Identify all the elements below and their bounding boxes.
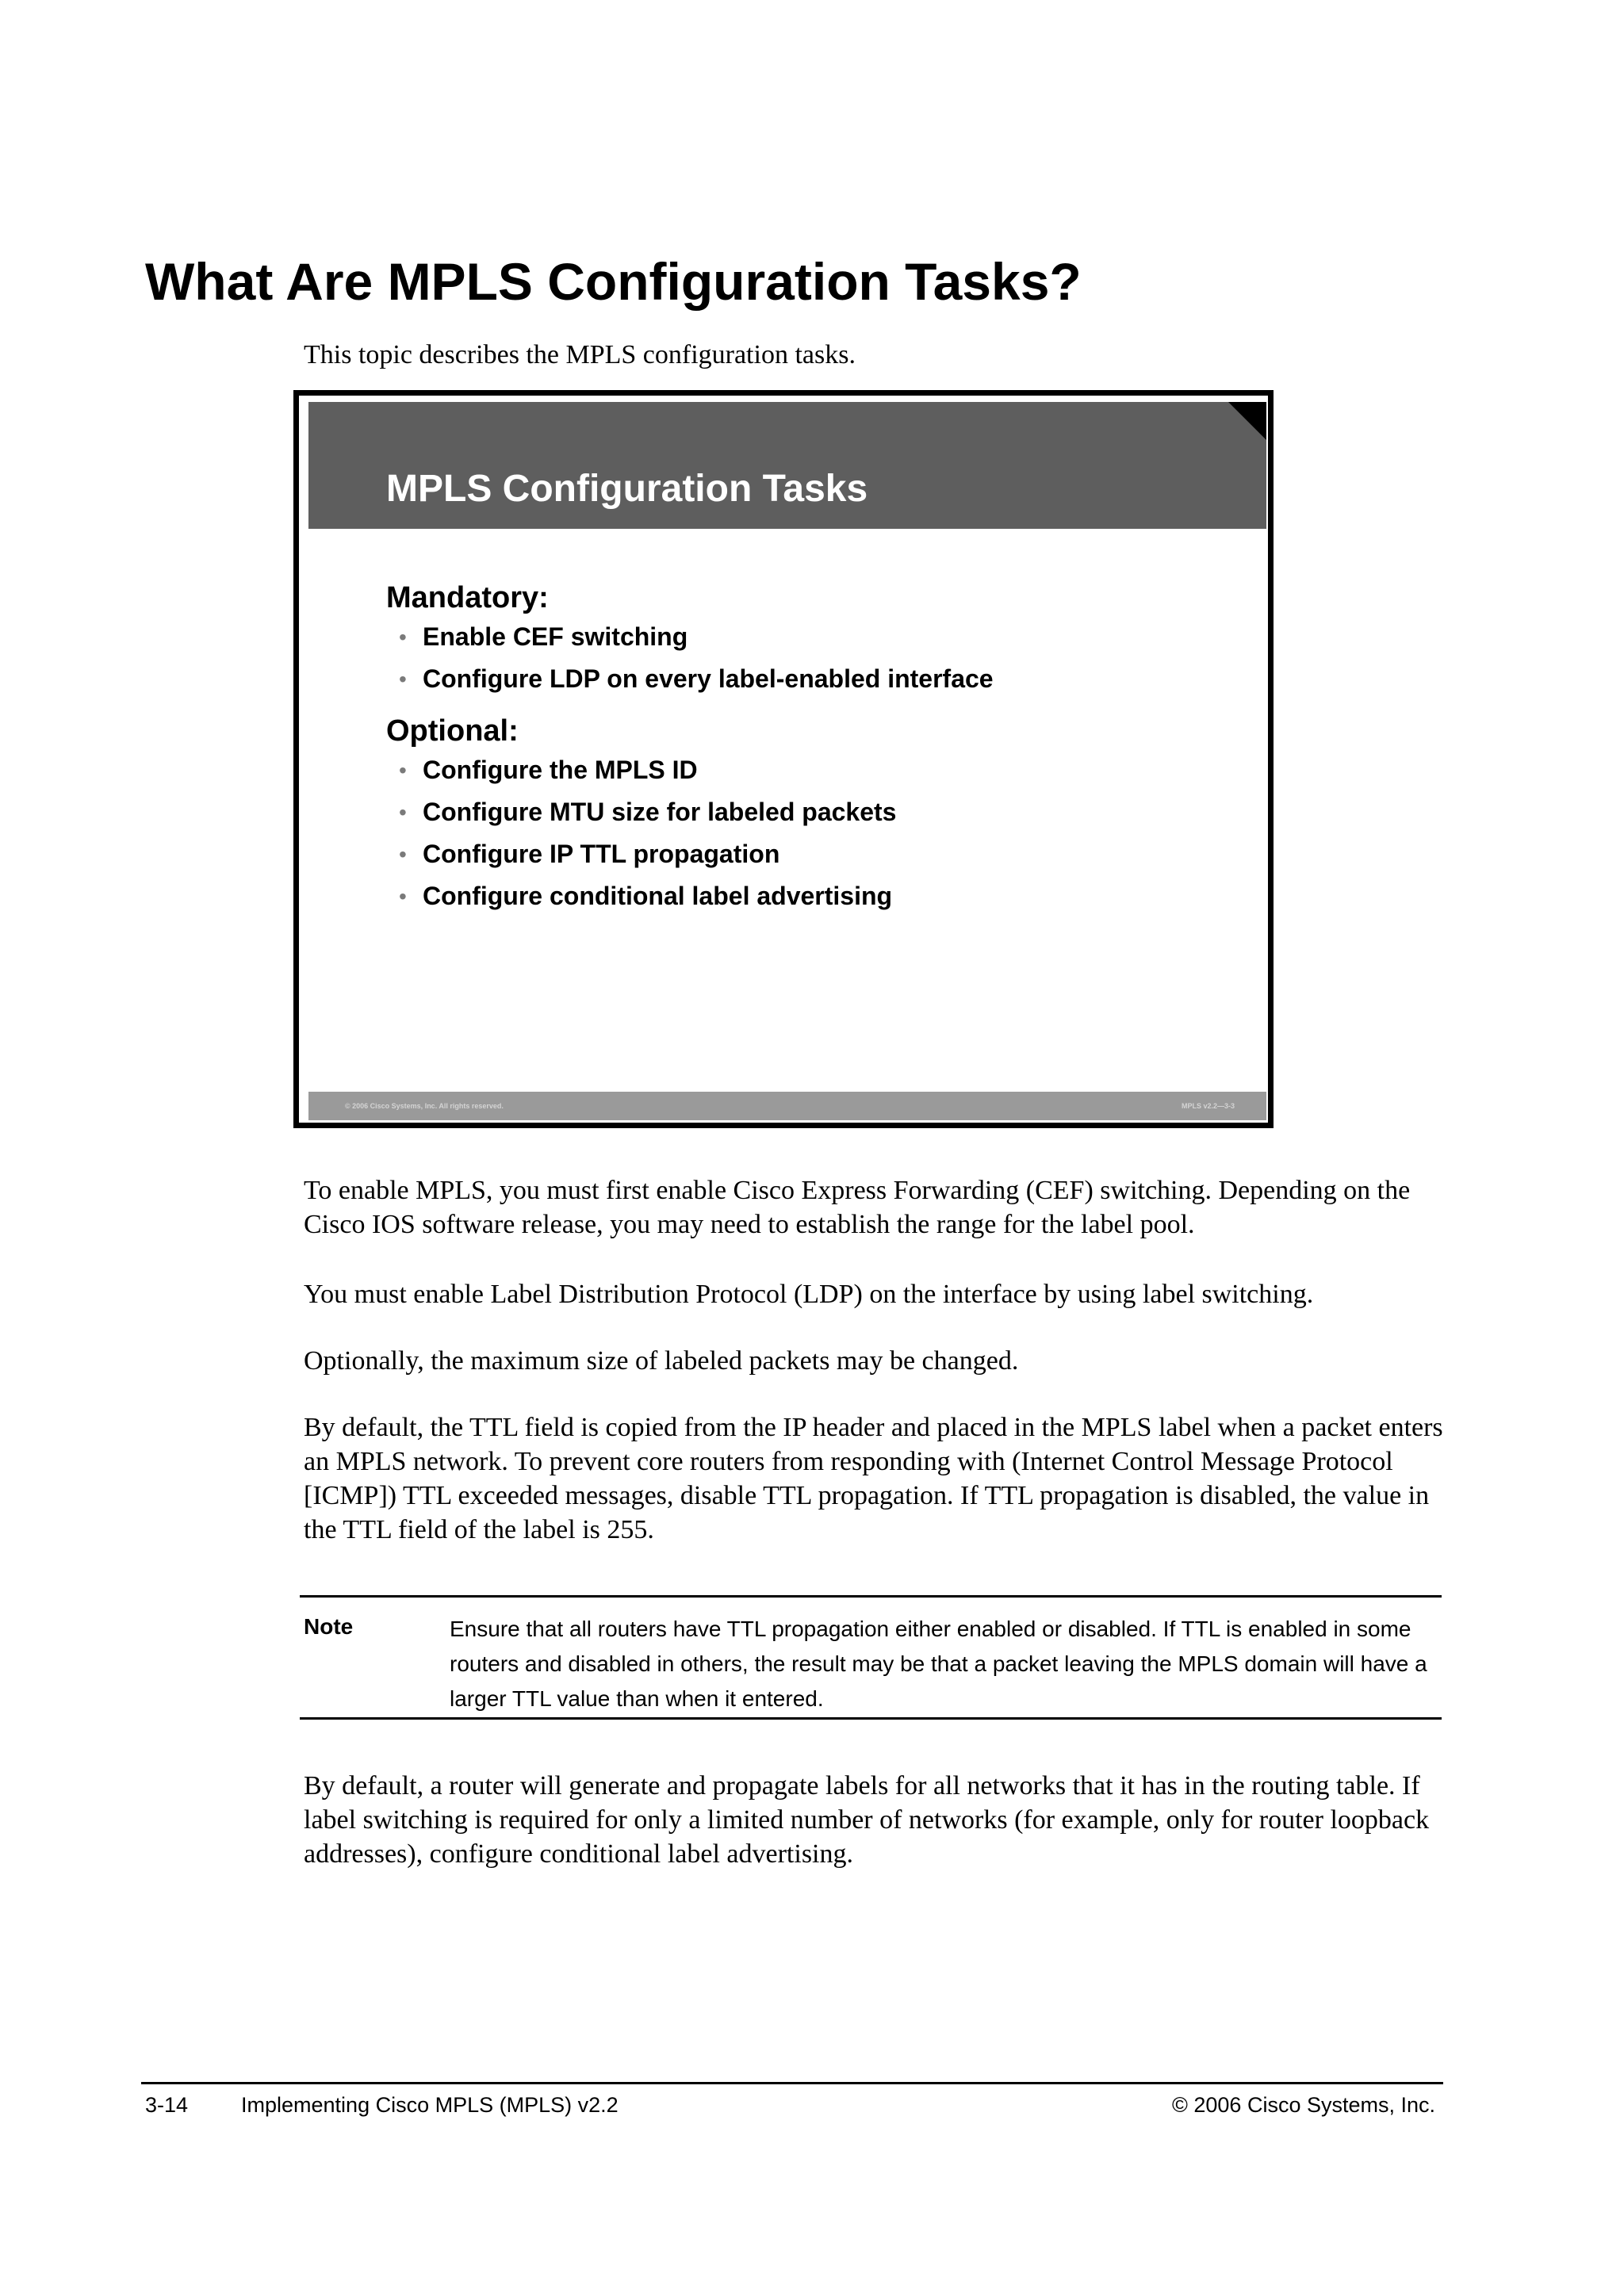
bullet-icon: • (399, 800, 407, 825)
paragraph-cef: To enable MPLS, you must first enable Cisco Express Forwarding (CEF) switching. Depending on the Cisco IOS software release, you may need to establish the range for the label pool. (304, 1176, 1411, 1239)
paragraph-ttl: By default, the TTL field is copied from the IP header and placed in the MPLS label when a packet enters an MPLS network. To prevent core routers from responding with (Internet Control Message Protocol [ICMP]) TTL exceeded messages, disable TTL propagation. If TTL propagation is disabled, the value in the TTL field of the label is 255. (304, 1413, 1443, 1544)
slide-title: MPLS Configuration Tasks (386, 468, 868, 510)
list-item (399, 875, 896, 917)
mandatory-list (399, 616, 994, 700)
slide-footer (308, 1092, 1266, 1120)
list-item (399, 749, 896, 791)
note-label: Note (304, 1614, 354, 1639)
list-item-text: Enable CEF switching (423, 622, 688, 651)
paragraph-mtu: Optionally, the maximum size of labeled packets may be changed. (304, 1346, 1019, 1376)
paragraph-ldp: You must enable Label Distribution Protocol (LDP) on the interface by using label switching. (304, 1280, 1314, 1309)
footer-rule (141, 2082, 1443, 2084)
mandatory-label: Mandatory: (386, 581, 549, 614)
slide-body (299, 396, 1268, 1123)
course-title: Implementing Cisco MPLS (MPLS) v2.2 (241, 2093, 619, 2117)
list-item-text: Configure the MPLS ID (423, 756, 698, 784)
page-number: 3-14 (145, 2093, 189, 2117)
slide-footer-copyright: © 2006 Cisco Systems, Inc. All rights reserved. (345, 1102, 504, 1110)
intro-text: This topic describes the MPLS configuration tasks. (304, 340, 856, 369)
bullet-icon: • (399, 884, 407, 909)
list-item (399, 833, 896, 875)
optional-list (399, 749, 896, 917)
bullet-icon: • (399, 758, 407, 783)
page-heading: What Are MPLS Configuration Tasks? (145, 252, 1082, 311)
list-item (399, 791, 896, 833)
list-item-text: Configure conditional label advertising (423, 882, 893, 910)
bullet-icon: • (399, 842, 407, 867)
list-item-text: Configure IP TTL propagation (423, 840, 780, 868)
list-item-text: Configure MTU size for labeled packets (423, 798, 897, 826)
bullet-icon: • (399, 625, 407, 649)
list-item (399, 658, 994, 700)
note-text: Ensure that all routers have TTL propagation either enabled or disabled. If TTL is enabled in some routers and disabled in others, the result may be that a packet leaving the MPLS domain will have a larger TTL value than when it entered. (450, 1617, 1427, 1711)
bullet-icon: • (399, 667, 407, 691)
paragraph-conditional-advertising: By default, a router will generate and propagate labels for all networks that it has in the routing table. If label switching is required for only a limited number of networks (for example, only for router loopback addresses), configure conditional label advertising. (304, 1771, 1430, 1869)
slide (293, 390, 1274, 1128)
list-item-text: Configure LDP on every label-enabled interface (423, 664, 994, 693)
note-bottom-rule (300, 1717, 1442, 1720)
optional-label: Optional: (386, 714, 519, 748)
note-top-rule (300, 1595, 1442, 1598)
slide-footer-version: MPLS v2.2—3-3 (1181, 1102, 1235, 1110)
list-item (399, 616, 994, 658)
footer-copyright: © 2006 Cisco Systems, Inc. (1171, 2093, 1435, 2117)
